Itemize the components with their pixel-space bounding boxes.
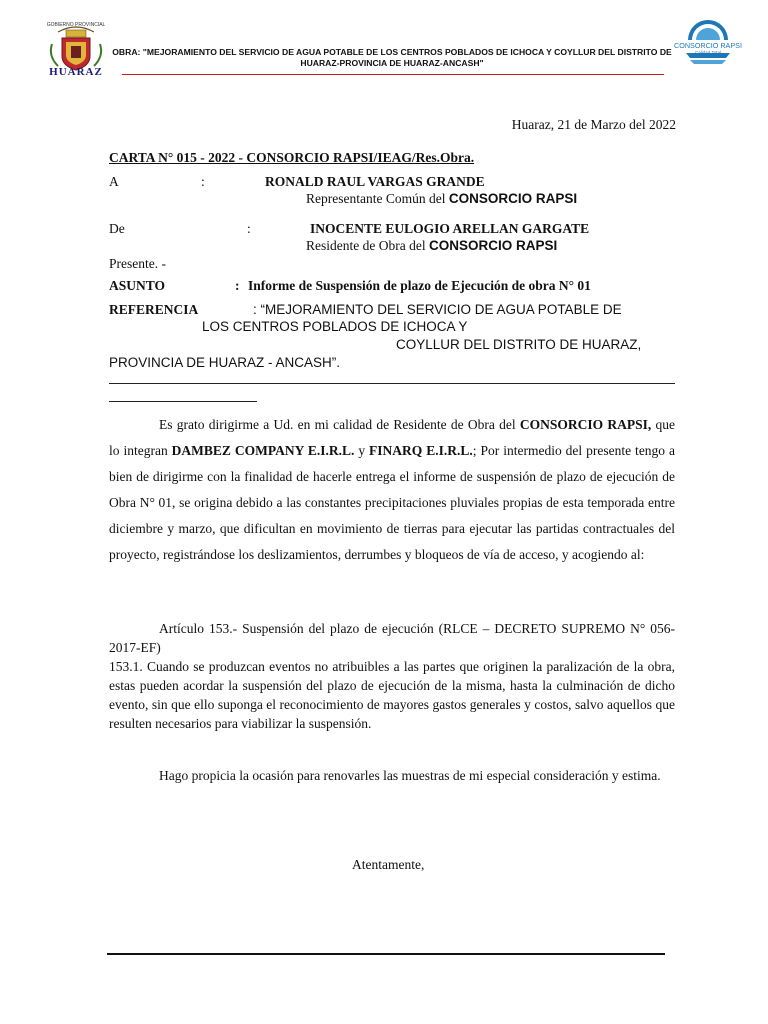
header-title bbox=[112, 47, 672, 69]
crest-label: HUARAZ bbox=[49, 66, 103, 78]
separator-line-short bbox=[109, 401, 257, 402]
intro-company-2: FINARQ E.I.R.L. bbox=[369, 443, 473, 458]
separator-line bbox=[109, 383, 675, 384]
intro-text-a: Es grato dirigirme a Ud. en mi calidad de Residente de Obra del bbox=[159, 417, 520, 432]
header-red-rule bbox=[122, 74, 664, 75]
to-role-org: CONSORCIO RAPSI bbox=[448, 191, 578, 206]
intro-text-e: y bbox=[354, 443, 370, 458]
presente-text: Presente. - bbox=[109, 256, 166, 271]
bottom-rule bbox=[107, 953, 665, 955]
referencia-label: REFERENCIA bbox=[109, 302, 199, 317]
intro-org: CONSORCIO RAPSI, bbox=[519, 417, 652, 432]
intro-paragraph bbox=[109, 412, 675, 568]
to-label: A bbox=[109, 174, 119, 189]
letter-number: CARTA N° 015 - 2022 - CONSORCIO RAPSI/IEAG/Res.Obra. bbox=[109, 150, 475, 165]
intro-company-1: DAMBEZ COMPANY E.I.R.L. bbox=[171, 443, 355, 458]
from-role-org: CONSORCIO RAPSI bbox=[428, 238, 558, 253]
header-title-line2: HUARAZ-PROVINCIA DE HUARAZ-ANCASH" bbox=[300, 58, 484, 68]
closing-paragraph bbox=[109, 766, 675, 785]
referencia-line4: PROVINCIA DE HUARAZ - ANCASH”. bbox=[109, 355, 341, 370]
signoff: Atentamente, bbox=[352, 857, 425, 872]
from-role-prefix: Residente de Obra del bbox=[306, 238, 429, 253]
to-colon: : bbox=[201, 174, 205, 189]
intro-text-g: ; Por intermedio del presente tengo a bien de dirigirme con la finalidad de hacerle entrega el informe de suspensión de plazo de ejecución de Obra N° 01, se origina debido a las constantes precipitaciones pluviales propias de esta temporada entre diciembre y marzo, que dificultan en movimiento de tierras para ejecutar las partidas contractuales del proyecto, registrándose los deslizamientos, derrumbes y bloqueos de vía de acceso, y acogiendo al: bbox=[109, 443, 676, 562]
from-name: INOCENTE EULOGIO ARELLAN GARGATE bbox=[310, 221, 590, 236]
referencia-line1: : “MEJORAMIENTO DEL SERVICIO DE AGUA POTABLE DE bbox=[253, 302, 622, 317]
body-paragraph bbox=[109, 412, 675, 568]
asunto-text: Informe de Suspensión de plazo de Ejecución de obra N° 01 bbox=[248, 278, 591, 293]
to-role-prefix: Representante Común del bbox=[306, 191, 449, 206]
from-label: De bbox=[109, 221, 125, 236]
from-role bbox=[306, 238, 557, 254]
header-title-line1: OBRA: "MEJORAMIENTO DEL SERVICIO DE AGUA POTABLE DE LOS CENTROS POBLADOS DE ICHOCA Y COYLLUR DEL DISTRITO DE bbox=[112, 47, 672, 57]
article-title: Artículo 153.- Suspensión del plazo de ejecución (RLCE – DECRETO SUPREMO N° 056-2017-EF) bbox=[109, 621, 675, 655]
crest-top-text: GOBIERNO PROVINCIAL bbox=[46, 22, 106, 28]
to-role bbox=[306, 191, 577, 207]
article-text: 153.1. Cuando se produzcan eventos no atribuibles a las partes que originen la paralización de la obra, estas pueden acordar la suspensión del plazo de ejecución de la misma, hasta la culminación de dicho evento, sin que ello suponga el reconocimiento de mayores gastos generales y costos, salvo aquellos que resulten necesarios para viabilizar la suspensión. bbox=[109, 659, 675, 731]
logo-name: CONSORCIO RAPSI bbox=[674, 41, 742, 50]
referencia-line2: LOS CENTROS POBLADOS DE ICHOCA Y bbox=[202, 319, 468, 334]
to-name: RONALD RAUL VARGAS GRANDE bbox=[265, 174, 485, 189]
letter-date: Huaraz, 21 de Marzo del 2022 bbox=[511, 117, 676, 132]
from-colon: : bbox=[247, 221, 251, 236]
asunto-label: ASUNTO bbox=[109, 278, 166, 293]
referencia-line3: COYLLUR DEL DISTRITO DE HUARAZ, bbox=[396, 337, 642, 352]
asunto-colon: : bbox=[235, 278, 240, 293]
closing-text: Hago propicia la ocasión para renovarles las muestras de mi especial consideración y estima. bbox=[159, 768, 661, 783]
logo-tagline: Calidad Total bbox=[695, 50, 721, 55]
intro-text-c: que lo integran bbox=[109, 417, 675, 458]
